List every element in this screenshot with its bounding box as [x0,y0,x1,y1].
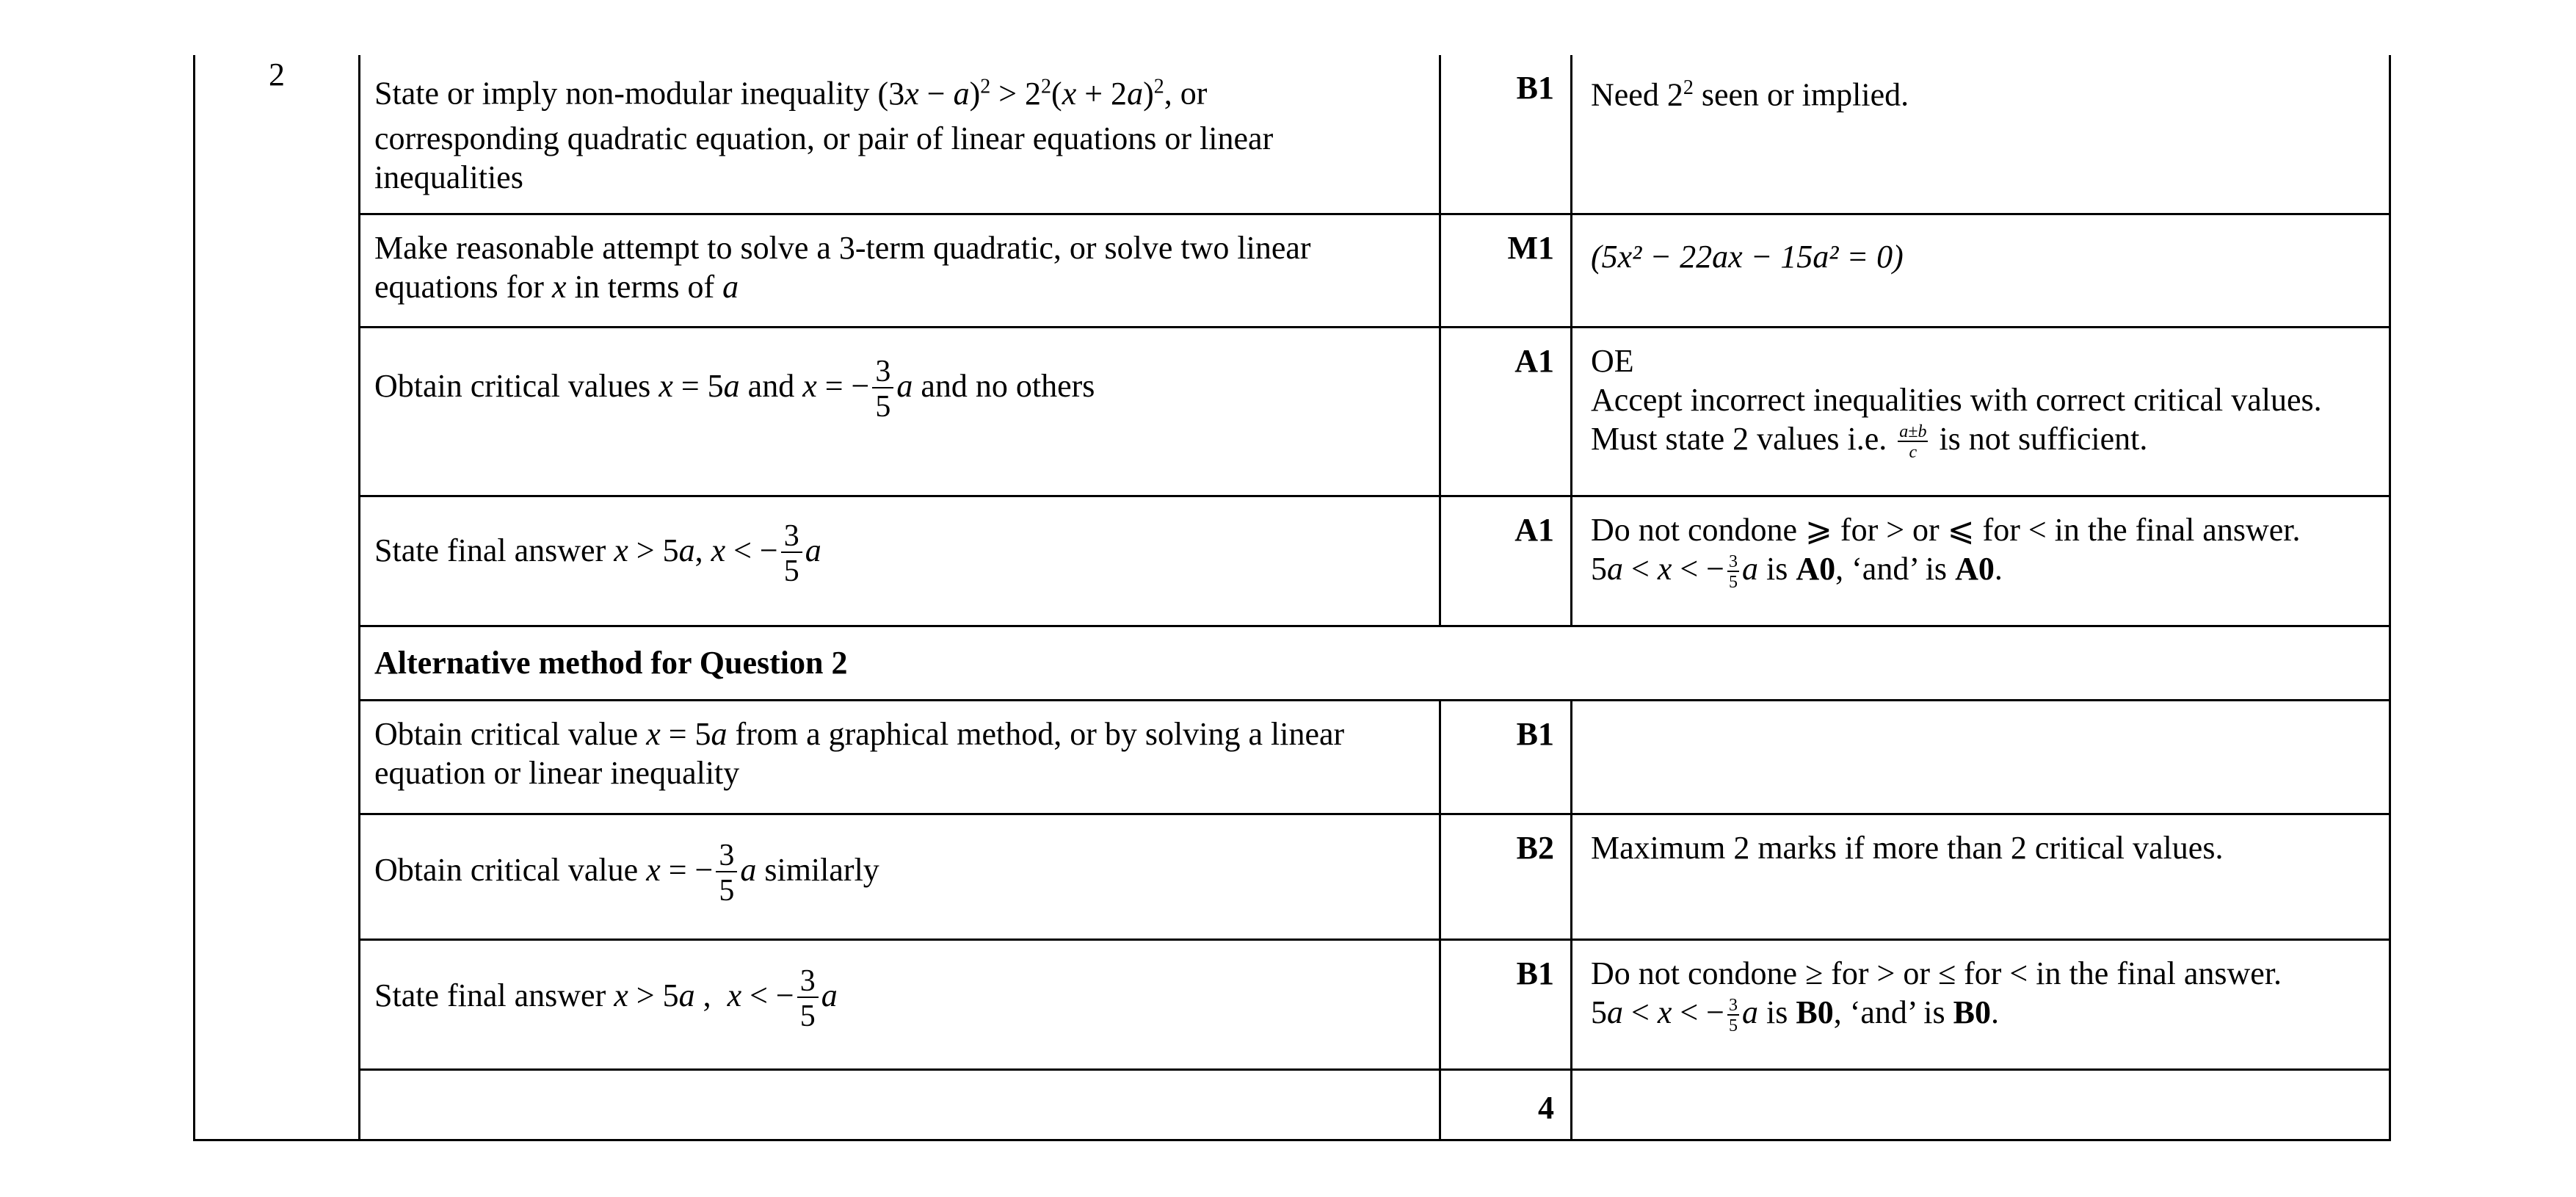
alternative-method-heading: Alternative method for Question 2 [374,645,848,681]
mark: B1 [1516,716,1554,752]
answer-text: in terms of [566,269,723,305]
answer-text: and [739,368,803,405]
var: x [727,977,742,1014]
mark-cell [1443,701,1572,813]
mark: B1 [1516,955,1554,991]
answer-cell [358,215,1441,326]
var: x [802,368,817,405]
guidance-text: 5 [1591,551,1607,587]
var: x [551,269,567,305]
exponent: 2 [1153,75,1164,98]
exponent: 2 [980,75,991,98]
guidance-text: Accept incorrect inequalities with correct critical values. [1591,382,2322,418]
mark-scheme-table [193,55,2391,1141]
var: x [711,532,726,569]
answer-cell [358,701,1441,813]
answer-text: corresponding quadratic equation, or pair of linear equations or linear [374,120,1274,156]
numerator: 3 [1729,552,1738,571]
guidance-mark: A0 [1796,551,1836,587]
table-row [358,497,2389,627]
table-row [358,328,2389,497]
guidance-text: is not sufficient. [1931,421,2148,457]
mark: M1 [1507,230,1554,266]
denominator: 5 [719,874,735,908]
answer-cell [358,328,1441,495]
var: x [646,716,661,752]
guidance-mark: B0 [1796,994,1834,1030]
table-row [358,701,2389,815]
guidance-text: is [1758,551,1796,587]
numerator: 3 [1729,995,1738,1015]
math-text: + 2 [1076,75,1128,112]
answer-text: Obtain critical values [374,368,659,405]
var: a [678,532,695,569]
guidance-text: Maximum 2 marks if more than 2 critical values. [1591,830,2224,866]
answer-line [374,67,1423,113]
answer-line [374,267,1423,306]
answer-cell [358,55,1441,213]
table-row [358,215,2389,328]
guidance-cell [1575,497,2389,625]
mark: A1 [1514,343,1554,379]
denominator: c [1909,442,1918,462]
answer-text: Make reasonable attempt to solve a 3-term quadratic, or solve two linear [374,230,1311,266]
answer-text: = 5 [672,368,724,405]
var: a [1742,994,1758,1030]
numerator: 3 [781,521,802,553]
var: x [1657,551,1672,587]
var: a [896,368,913,405]
guidance-line [1591,549,2373,591]
table-row [358,627,2389,701]
answer-text: = − [660,852,714,889]
guidance-text: < − [1672,994,1724,1030]
answer-text: similarly [756,852,879,889]
var: a [740,852,757,889]
guidance-text: . [1994,551,2003,587]
guidance-cell [1575,701,2389,813]
guidance-text: < − [1672,551,1724,587]
guidance-text: , ‘and’ is [1835,551,1956,587]
answer-text: = − [816,368,870,405]
denominator: 5 [1729,572,1738,592]
answer-text: > 5 [628,977,679,1014]
answer-text: < − [725,532,778,569]
numerator: 3 [797,966,819,998]
answer-text: , [694,532,711,569]
mark-cell [1443,55,1572,213]
mark: B1 [1516,70,1554,106]
answer-text: State final answer [374,977,614,1014]
fraction [716,840,737,906]
guidance-cell [1575,55,2389,213]
guidance-text: < [1623,994,1658,1030]
var: x [1657,994,1672,1030]
fraction [1898,423,1928,461]
var: a [1127,75,1144,112]
var: x [614,977,628,1014]
answer-math: $(3x - a)^2 > 2^2(x + 2a)^2$ [877,75,1164,112]
exponent: 2 [1683,76,1694,99]
question-number: 2 [269,57,285,93]
table-row [358,55,2389,215]
total-mark-cell [1443,1071,1572,1139]
guidance-text: OE [1591,343,1634,379]
question-number-column [195,55,360,1139]
numerator: 3 [716,840,737,872]
answer-text: equation or linear inequality [374,755,740,791]
answer-cell [358,815,1441,939]
guidance-text: , ‘and’ is [1833,994,1953,1030]
fraction [797,966,819,1032]
guidance-cell [1575,815,2389,939]
total-mark: 4 [1538,1090,1554,1126]
var: a [805,532,821,569]
mark-cell [1443,941,1572,1068]
denominator: 5 [1729,1016,1738,1035]
var: a [722,269,739,305]
guidance-text: Need 2 [1591,76,1683,113]
exponent: 2 [1041,75,1052,98]
mark-cell [1443,497,1572,625]
fraction [781,521,802,587]
guidance-text: < [1623,551,1658,587]
mark-cell [1443,215,1572,326]
guidance-text: 5 [1591,994,1607,1030]
answer-text: inequalities [374,159,523,195]
answer-text: equations for [374,269,552,305]
guidance-cell [1575,215,2389,326]
var: a [953,75,970,112]
mark-cell [1443,815,1572,939]
answer-text: = 5 [660,716,711,752]
guidance-text: . [1991,994,1999,1030]
answer-text: Obtain critical value [374,716,647,752]
mark: A1 [1514,512,1554,548]
answer-text: from a graphical method, or by solving a linear [727,716,1345,752]
guidance-cell [1575,328,2389,495]
mark: B2 [1516,830,1554,866]
answer-text: State final answer [374,532,614,569]
guidance-text: Do not condone ≥ for > or ≤ for < in the final answer. [1591,955,2282,991]
answer-cell [358,1071,1441,1139]
guidance-mark: B0 [1953,994,1991,1030]
answer-text: > 5 [628,532,679,569]
var: a [723,368,740,405]
denominator: 5 [783,554,799,588]
var: x [614,532,628,569]
var: a [821,977,838,1014]
answer-text: and no others [913,368,1095,405]
mark-cell [1443,328,1572,495]
var: x [658,368,673,405]
guidance-line [1591,419,2373,461]
answer-cell [358,497,1441,625]
guidance-text: Must state 2 values i.e. [1591,421,1895,457]
math-text: > 2 [990,75,1042,112]
var: a [711,716,728,752]
var: x [1062,75,1077,112]
var: x [904,75,919,112]
answer-text: , or [1164,75,1208,112]
table-row-total [358,1071,2389,1139]
answer-text: Obtain critical value [374,852,647,889]
table-row [358,815,2389,941]
answer-text: State or imply non-modular inequality [374,75,878,112]
denominator: 5 [799,999,816,1033]
answer-text: < − [741,977,794,1014]
var: x [646,852,661,889]
answer-cell [358,941,1441,1068]
guidance-cell [1575,1071,2389,1139]
var: a [1742,551,1758,587]
fraction [1727,997,1739,1035]
fraction [1727,553,1739,591]
var: a [1607,994,1623,1030]
guidance-cell [1575,941,2389,1068]
answer-text: , [694,977,728,1014]
guidance-text: Do not condone ⩾ for > or ⩽ for < in the final answer. [1591,512,2301,548]
guidance-math: (5x² − 22ax − 15a² = 0) [1591,239,1904,275]
numerator: 3 [872,356,893,388]
var: a [1607,551,1623,587]
table-row [358,941,2389,1071]
denominator: 5 [875,390,891,424]
guidance-line [1591,993,2373,1035]
guidance-text: is [1758,994,1796,1030]
numerator: a±b [1899,422,1927,441]
guidance-mark: A0 [1955,551,1995,587]
fraction [872,356,893,422]
var: a [678,977,695,1014]
guidance-text: seen or implied. [1693,76,1909,113]
answer-line [374,715,1423,753]
